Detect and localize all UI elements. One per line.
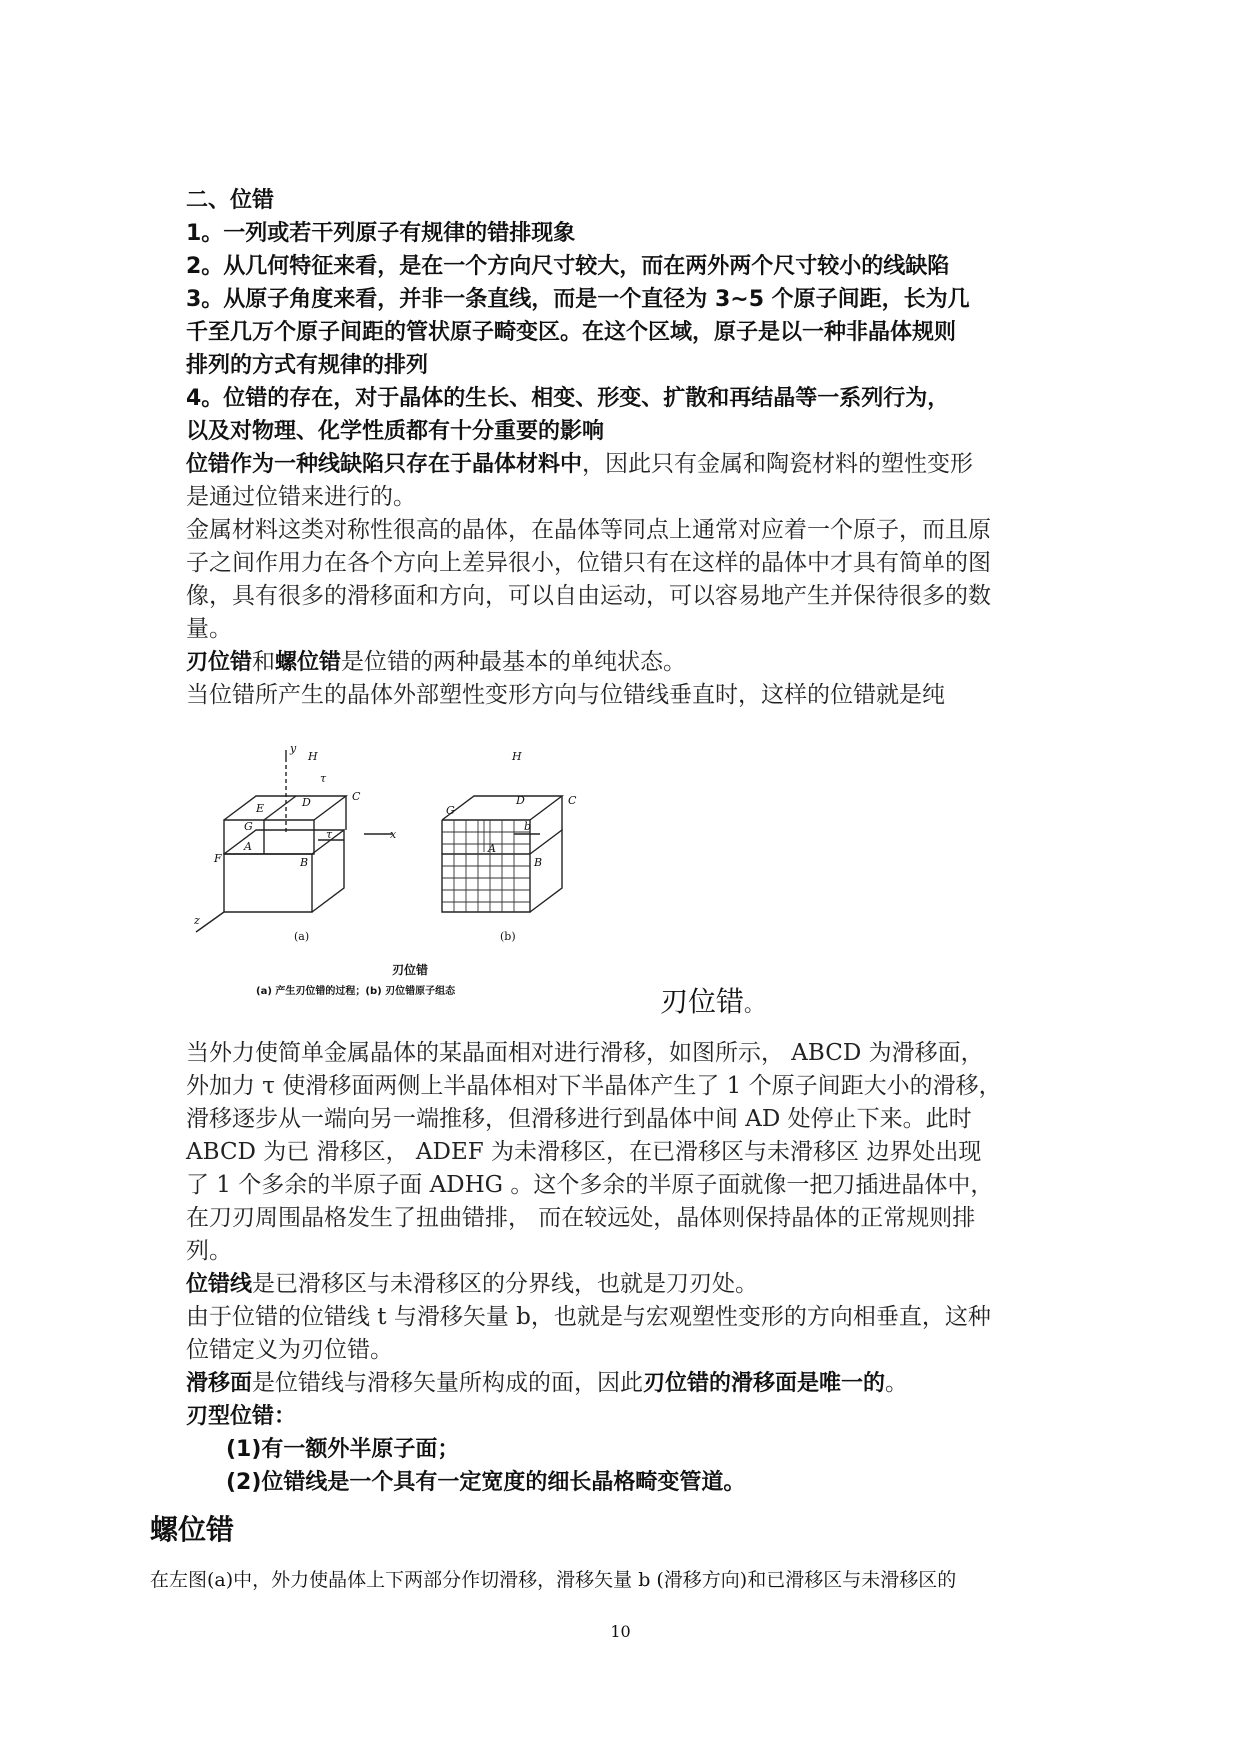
label-A-b: A [488, 842, 496, 855]
screw-dislocation-text: 在左图(a)中，外力使晶体上下两部分作切滑移，滑移矢量 b (滑移方向)和已滑移区与未滑移区的 [150, 1569, 957, 1591]
paragraph-5-line-2: 外加力 τ 使滑移面两侧上半晶体相对下半晶体产生了 1 个原子间距大小的滑移， [186, 1073, 1002, 1099]
figure-title: 刃位错 [392, 963, 429, 977]
edge-dislocation-figure [194, 722, 654, 1004]
edge-dislocation-diagram [194, 722, 654, 1004]
paragraph-8 [186, 1367, 1066, 1400]
paragraph-6 [186, 1268, 1066, 1301]
screw-dislocation-heading: 螺位错 [150, 1513, 235, 1546]
paragraph-7-line-2: 位错定义为刃位错。 [186, 1337, 393, 1363]
paragraph-5-line-6: 在刀刃周围晶格发生了扭曲错排， 而在较远处，晶体则保持晶体的正常规则排 [186, 1205, 976, 1231]
paragraph-5-line-7: 列。 [186, 1238, 232, 1264]
point-4-line-2: 以及对物理、化学性质都有十分重要的影响 [186, 419, 605, 444]
label-C-b: C [568, 794, 577, 807]
label-b-vector: b [524, 820, 532, 833]
page-number: 10 [610, 1622, 631, 1641]
paragraph-7-line-1: 由于位错的位错线 t 与滑移矢量 b，也就是与宏观塑性变形的方向相垂直，这种 [186, 1304, 991, 1330]
label-C: C [352, 790, 361, 803]
section-title: 二、位错 [186, 188, 275, 213]
paragraph-3-and: 和 [252, 649, 276, 675]
point-3-line-3: 排列的方式有规律的排列 [186, 353, 429, 378]
edge-type-item-2: (2)位错线是一个具有一定宽度的细长晶格畸变管道。 [226, 1470, 746, 1495]
paragraph-1-line-2: 是通过位错来进行的。 [186, 484, 416, 510]
point-4-line-1: 4。位错的存在，对于晶体的生长、相变、形变、扩散和再结晶等一系列行为， [186, 386, 950, 411]
axis-x-label: x [390, 828, 397, 841]
label-E: E [256, 802, 265, 815]
edge-type-title: 刃型位错： [186, 1404, 297, 1429]
label-G: G [244, 820, 253, 833]
label-D: D [302, 796, 311, 809]
paragraph-5-line-5: 了 1 个多余的半原子面 ADHG 。这个多余的半原子面就像一把刀插进晶体中， [186, 1172, 994, 1198]
paragraph-1-bold: 位错作为一种线缺陷只存在于晶体材料中 [186, 452, 583, 477]
axis-z-label: z [194, 914, 200, 927]
label-H-b: H [512, 750, 522, 763]
panel-b-label: (b) [500, 930, 516, 943]
paragraph-8-end: 。 [885, 1370, 909, 1396]
paragraph-2-line-4: 量。 [186, 616, 232, 642]
term-slip-plane: 滑移面 [186, 1371, 253, 1396]
paragraph-5-line-4: ABCD 为已 滑移区， ADEF 为未滑移区，在已滑移区与未滑移区 边界处出现 [186, 1139, 982, 1165]
label-tau-top: τ [320, 772, 327, 785]
paragraph-8-emphasis: 刃位错的滑移面是唯一的 [643, 1371, 886, 1396]
point-1: 1。一列或若干列原子有规律的错排现象 [186, 221, 576, 246]
paragraph-3-rest: 是位错的两种最基本的单纯状态。 [341, 649, 687, 675]
figure-side-suffix: 。 [744, 992, 765, 1016]
paragraph-3 [186, 646, 1066, 679]
paragraph-1-line-1 [186, 448, 1066, 481]
label-A: A [244, 840, 252, 853]
label-G-b: G [446, 804, 455, 817]
figure-side-label-text: 刃位错 [660, 985, 745, 1018]
panel-a-label: (a) [294, 930, 310, 943]
axis-y-label: y [290, 742, 297, 755]
point-3-line-2: 千至几万个原子间距的管状原子畸变区。在这个区域，原子是以一种非晶体规则 [186, 320, 957, 345]
edge-type-item-1: (1)有一额外半原子面； [226, 1437, 460, 1462]
term-screw-dislocation: 螺位错 [275, 650, 342, 675]
term-dislocation-line: 位错线 [186, 1272, 253, 1297]
paragraph-2-line-3: 像，具有很多的滑移面和方向，可以自由运动，可以容易地产生并保待很多的数 [186, 583, 991, 609]
paragraph-5-line-1: 当外力使简单金属晶体的某晶面相对进行滑移，如图所示， ABCD 为滑移面， [186, 1040, 984, 1066]
label-D-b: D [516, 794, 525, 807]
label-F: F [214, 852, 222, 865]
paragraph-6-rest: 是已滑移区与未滑移区的分界线，也就是刀刃处。 [252, 1271, 759, 1297]
paragraph-1-rest: ，因此只有金属和陶瓷材料的塑性变形 [582, 451, 974, 477]
paragraph-4: 当位错所产生的晶体外部塑性变形方向与位错线垂直时，这样的位错就是纯 [186, 682, 945, 708]
label-H-a: H [308, 750, 318, 763]
point-3-line-1: 3。从原子角度来看，并非一条直线，而是一个直径为 3~5 个原子间距，长为几 [186, 287, 970, 312]
paragraph-2-line-2: 子之间作用力在各个方向上差异很小，位错只有在这样的晶体中才具有简单的图 [186, 550, 991, 576]
figure-side-label [660, 980, 764, 1020]
figure-caption: (a) 产生刃位错的过程；(b) 刃位错原子组态 [256, 986, 456, 997]
paragraph-8-mid: 是位错线与滑移矢量所构成的面，因此 [252, 1370, 644, 1396]
term-edge-dislocation: 刃位错 [186, 650, 253, 675]
label-tau: τ [326, 828, 333, 841]
paragraph-5-line-3: 滑移逐步从一端向另一端推移，但滑移进行到晶体中间 AD 处停止下来。此时 [186, 1106, 972, 1132]
point-2: 2。从几何特征来看，是在一个方向尺寸较大，而在两外两个尺寸较小的线缺陷 [186, 254, 950, 279]
label-B: B [300, 856, 309, 869]
label-B-b: B [534, 856, 543, 869]
paragraph-2-line-1: 金属材料这类对称性很高的晶体，在晶体等同点上通常对应着一个原子，而且原 [186, 517, 991, 543]
